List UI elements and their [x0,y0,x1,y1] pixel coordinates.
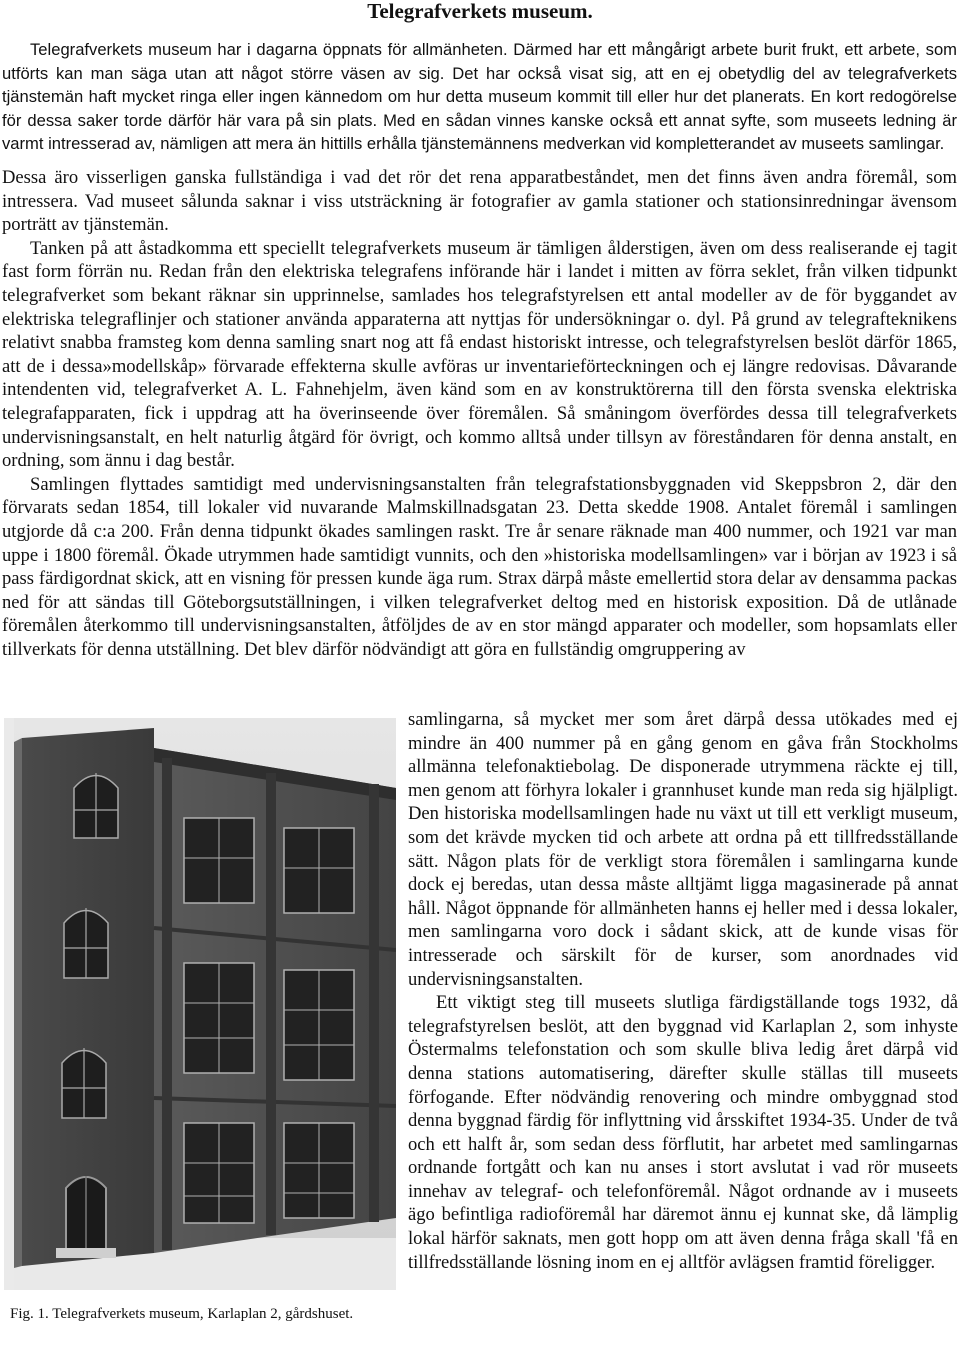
intro-text [2,38,957,156]
building-illustration [4,718,396,1290]
figure [4,718,396,1348]
intro-sans-text: Telegrafverkets museum har i dagarna öppnats för allmänheten. Därmed har ett mångårigt arbete burit frukt, ett arbete, som utförts kan man säga utan att något större väsen av sig. Det har också visat sig, att en ej obetydlig del av telegrafverkets tjänstemän haft mycket ringa eller ingen kännedom om hur detta museum kommit till eller hur det planerats. En kort redogörelse för dessa saker torde därför här vara på sin plats. Med en sådan vinnes kanske också ett annat syfte, som museets ledning är varmt intresserad av, nämligen att mera än hittills erhålla tjänstemännens medverkan vid kompletterandet av museets samlingar. [2,40,957,154]
paragraph-karlaplan: Ett viktigt steg till museets slutliga färdigställande togs 1932, då telegrafstyrelsen beslöt, att den byggnad vid Karlaplan 2, som inhyste Östermalms telefonstation och som skulle bliva ledig året därpå vid denna stations automatisering, därefter skulle ställas till museets förfogande. Efter nödvändig renovering och mindre ombyggnad stod denna byggnad färdig för inflyttning vid årsskiftet 1934-35. Under de två och ett halft år, som sedan dess förflutit, har arbetet med samlingarnas ordnande fortgått och kan nu anses i stort avslutat i vad rör museets innehav av telegraf- och telefonföremål. Något ordnande av i museets ägo befintliga radioföremål har däremot ännu ej kunnat ske, då lämplig lokal härför saknats, men gott hopp om att även denna fråga skall 'få en tillfredsställande lösning inom en ej alltför avlägsen framtid föreligger. [408,992,958,1273]
intro-serif-text: Dessa äro visserligen ganska fullständiga i vad det rör det rena apparatbeståndet, men det finns även andra föremål, som intressera. Vad museet sålunda saknar i viss utsträckning är fotografier av gamla stationer och stationsinredningar ävensom porträtt av tjänstemän. [2,167,957,236]
building-photo [4,718,396,1290]
page-title: Telegrafverkets museum. [367,0,593,23]
paragraph-move: Samlingen flyttades samtidigt med undervisningsanstalten från telegrafstationsbyggnaden vid Skeppsbron 2, där den förvarats sedan 1854, till lokaler vid nuvarande Malmskillnadsgatan 23. Detta skedde 1908. Antalet föremål i samlingen utgjorde då c:a 200. Från denna tidpunkt ökades samlingen raskt. Tre år senare räknade man 400 nummer, och 1921 var man uppe i 1800 föremål. Ökade utrymmen hade samtidigt vunnits, och den »historiska modellsamlingen» var i början av 1923 i så pass färdigordnat skick, att en visning för pressen kunde äga rum. Strax därpå måste emellertid stora delar av densamma packas ned för att sändas till Göteborgsutställningen, i vilken telegrafverket deltog med en historisk exposition. Då de utlånade föremålen återkommo till undervisningsanstalten, åtföljdes de av en stor mängd apparater och modeller, som hopsamlats eller tillverkats för denna utställning. Det blev därför nödvändigt att göra en fullständig omgruppering av [2,473,957,660]
paragraph-collections: samlingarna, så mycket mer som året därpå dessa utökades med ej mindre än 400 nummer på en gång genom en gåva från Stockholms allmänna telefonaktiebolag. De disponerade utrymmena räckte ej till, men genom att förhyra lokaler i grannhuset kunde man reda sig hjälpligt. Den historiska modellsamlingen hade nu växt ut till ett verkligt museum, som det krävde mycken tid och arbete att ordna på ett tillfredsställande sätt. Någon plats för de verkligt stora föremålen i samlingarna kunde dock ej beredas, utan dessa måste alltjämt ligga magasinerade på annat håll. Något öppnande för allmänheten hanns ej heller med i dessa lokaler, men samlingarna voro dock i sådant skick, att de kunde visas för intresserade och särskilt för de kurser, som anordnades vid undervisningsanstalten. [408,709,958,990]
paragraph-history: Tanken på att åstadkomma ett speciellt telegrafverkets museum är tämligen ålderstigen, även om dess realiserande ej tagit fast form förrän nu. Redan från den elektriska telegrafens införande här i landet i mitten av förra seklet, från vilken tidpunkt telegrafverket som bekant räknar sin upprinnelse, samlades hos telegrafstyrelsen ett antal modeller av de för byggandet av elektriska telegraflinjer och stationer använda apparaterna att nyttjas för undersökningar o. dyl. På grund av telegrafteknikens relativt snabba framsteg kom denna samling snart nog att få endast historiskt intresse, och telegrafstyrelsen beslöt därför 1865, att de i dessa»modellskåp» förvarade effekterna skulle avföras ur inventarieförteckningen och ej längre redovisas. Dåvarande intendenten vid, telegrafverket A. L. Fahnehjelm, även känd som en av konstruktörerna till den första svenska elektriska telegrafapparaten, fick i uppdrag att ha överinseende över föremålen. Så småningom överfördes dessa till telegrafverkets undervisningsanstalt, en helt naturlig åtgärd för övrigt, och kommo alltså under tillsyn av föreståndaren för denna anstalt, en ordning, som ännu i dag består. [2,237,957,472]
right-column [408,708,958,1274]
intro-paragraph [2,38,957,156]
figure-caption: Fig. 1. Telegrafverkets museum, Karlaplan 2, gårdshuset. [10,1306,354,1322]
main-text [2,166,957,661]
